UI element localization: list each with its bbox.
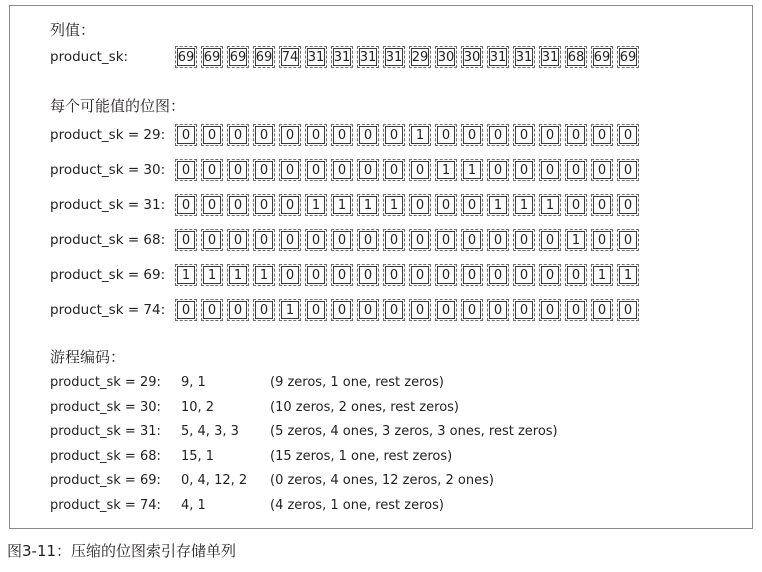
value-cell: 30 [461, 46, 483, 68]
bit-cell: 0 [175, 124, 197, 146]
bit-cell: 0 [357, 229, 379, 251]
value-cell: 69 [591, 46, 613, 68]
bit-cell: 0 [383, 229, 405, 251]
bit-cell: 0 [461, 264, 483, 286]
bit-cell: 0 [565, 264, 587, 286]
bit-cell: 0 [357, 124, 379, 146]
bit-cell: 0 [435, 229, 457, 251]
value-cell: 69 [201, 46, 223, 68]
bit-cell: 0 [279, 264, 301, 286]
bit-cell: 0 [487, 264, 509, 286]
bit-cell: 1 [617, 264, 639, 286]
bit-cell: 1 [409, 124, 431, 146]
bit-cell: 0 [591, 299, 613, 321]
value-cell: 69 [227, 46, 249, 68]
rle-description: (9 zeros, 1 one, rest zeros) [270, 375, 444, 390]
column-values-heading: 列值： [50, 21, 96, 39]
bit-cell: 0 [409, 264, 431, 286]
bit-cell: 0 [565, 299, 587, 321]
bit-cell: 0 [487, 124, 509, 146]
rle-row-label: product_sk = 31: [50, 424, 161, 439]
bit-cell: 1 [331, 194, 353, 216]
bit-cell: 0 [305, 124, 327, 146]
bit-cell: 0 [253, 299, 275, 321]
bit-cell: 1 [227, 264, 249, 286]
value-cell: 31 [539, 46, 561, 68]
bit-cell: 0 [539, 264, 561, 286]
bit-cell: 0 [201, 124, 223, 146]
bitmap-row-label: product_sk = 68: [50, 232, 166, 248]
value-cell: 68 [565, 46, 587, 68]
bit-cell: 0 [617, 159, 639, 181]
value-cell: 69 [617, 46, 639, 68]
rle-encoding: 15, 1 [181, 448, 215, 464]
bit-cell: 0 [331, 299, 353, 321]
bit-cell: 0 [513, 264, 535, 286]
bit-cell: 0 [201, 229, 223, 251]
bit-cell: 0 [617, 194, 639, 216]
value-cell: 30 [435, 46, 457, 68]
bit-cell: 0 [201, 159, 223, 181]
rle-heading: 游程编码： [50, 348, 126, 366]
bit-cell: 0 [305, 264, 327, 286]
column-values-label: product_sk: [50, 49, 129, 65]
bit-cell: 0 [617, 299, 639, 321]
bit-cell: 0 [201, 299, 223, 321]
rle-description: (10 zeros, 2 ones, rest zeros) [270, 399, 459, 415]
bit-cell: 0 [461, 299, 483, 321]
rle-row-label: product_sk = 74: [50, 497, 161, 513]
bit-cell: 0 [461, 229, 483, 251]
bit-cell: 0 [461, 124, 483, 146]
bit-cell: 0 [253, 159, 275, 181]
bitmaps-heading: 每个可能值的位图： [50, 97, 186, 115]
bit-cell: 1 [513, 194, 535, 216]
rle-description: (15 zeros, 1 one, rest zeros) [270, 448, 453, 464]
bit-cell: 0 [331, 124, 353, 146]
rle-row-label: product_sk = 68: [50, 448, 161, 464]
bit-cell: 0 [227, 159, 249, 181]
bit-cell: 0 [175, 229, 197, 251]
bit-cell: 0 [383, 124, 405, 146]
bit-cell: 0 [513, 299, 535, 321]
bitmap-row-cells [175, 159, 639, 181]
rle-encoding: 9, 1 [181, 375, 206, 390]
value-cell: 69 [175, 46, 197, 68]
bit-cell: 0 [539, 229, 561, 251]
bitmap-row-cells [175, 264, 639, 286]
bit-cell: 0 [539, 299, 561, 321]
bit-cell: 0 [357, 159, 379, 181]
value-cell: 31 [513, 46, 535, 68]
bit-cell: 0 [201, 194, 223, 216]
bitmap-row-label: product_sk = 29: [50, 127, 166, 143]
bit-cell: 1 [435, 159, 457, 181]
bit-cell: 0 [253, 229, 275, 251]
bit-cell: 1 [305, 194, 327, 216]
bit-cell: 0 [305, 159, 327, 181]
value-cell: 31 [305, 46, 327, 68]
column-values-cells [175, 46, 639, 68]
bit-cell: 0 [435, 194, 457, 216]
bitmap-row-label: product_sk = 31: [50, 197, 166, 213]
value-cell: 74 [279, 46, 301, 68]
value-cell: 31 [383, 46, 405, 68]
bit-cell: 0 [565, 194, 587, 216]
bit-cell: 0 [487, 299, 509, 321]
bit-cell: 1 [539, 194, 561, 216]
bit-cell: 0 [383, 299, 405, 321]
bit-cell: 1 [461, 159, 483, 181]
bit-cell: 0 [513, 229, 535, 251]
rle-encoding: 0, 4, 12, 2 [181, 473, 248, 488]
bitmap-row-label: product_sk = 74: [50, 302, 166, 318]
bit-cell: 1 [201, 264, 223, 286]
bitmap-row-label: product_sk = 69: [50, 267, 166, 283]
value-cell: 29 [409, 46, 431, 68]
bit-cell: 0 [305, 299, 327, 321]
value-cell: 69 [253, 46, 275, 68]
bitmap-row-cells [175, 194, 639, 216]
bit-cell: 0 [461, 194, 483, 216]
bit-cell: 0 [279, 194, 301, 216]
bit-cell: 0 [331, 264, 353, 286]
rle-description: (0 zeros, 4 ones, 12 zeros, 2 ones) [270, 473, 494, 488]
bit-cell: 1 [357, 194, 379, 216]
bit-cell: 0 [591, 159, 613, 181]
bit-cell: 0 [591, 194, 613, 216]
bit-cell: 0 [565, 124, 587, 146]
bit-cell: 0 [253, 124, 275, 146]
bit-cell: 0 [175, 194, 197, 216]
bit-cell: 0 [357, 264, 379, 286]
bit-cell: 0 [565, 159, 587, 181]
bit-cell: 0 [383, 264, 405, 286]
bit-cell: 0 [409, 159, 431, 181]
bit-cell: 0 [409, 194, 431, 216]
value-cell: 31 [331, 46, 353, 68]
bit-cell: 0 [487, 159, 509, 181]
rle-row-label: product_sk = 30: [50, 399, 161, 415]
rle-row-label: product_sk = 29: [50, 375, 161, 390]
bit-cell: 0 [617, 124, 639, 146]
bit-cell: 1 [487, 194, 509, 216]
bit-cell: 0 [331, 159, 353, 181]
bit-cell: 0 [279, 124, 301, 146]
bit-cell: 0 [227, 229, 249, 251]
bit-cell: 1 [383, 194, 405, 216]
bit-cell: 0 [435, 264, 457, 286]
rle-description: (5 zeros, 4 ones, 3 zeros, 3 ones, rest zeros) [270, 424, 558, 439]
bit-cell: 0 [357, 299, 379, 321]
bit-cell: 0 [253, 194, 275, 216]
bit-cell: 1 [591, 264, 613, 286]
rle-encoding: 5, 4, 3, 3 [181, 424, 239, 439]
bit-cell: 0 [591, 124, 613, 146]
figure-caption: 图3-11：压缩的位图索引存储单列 [7, 542, 237, 560]
bit-cell: 0 [279, 229, 301, 251]
bitmap-row-cells [175, 229, 639, 251]
bit-cell: 1 [279, 299, 301, 321]
bitmap-row-cells [175, 124, 639, 146]
value-cell: 31 [357, 46, 379, 68]
bit-cell: 0 [227, 124, 249, 146]
bit-cell: 0 [227, 299, 249, 321]
rle-row-label: product_sk = 69: [50, 473, 161, 488]
bit-cell: 0 [227, 194, 249, 216]
rle-encoding: 4, 1 [181, 497, 206, 513]
bitmap-row-label: product_sk = 30: [50, 162, 166, 178]
bit-cell: 0 [383, 159, 405, 181]
value-cell: 31 [487, 46, 509, 68]
bit-cell: 0 [175, 299, 197, 321]
bit-cell: 0 [617, 229, 639, 251]
rle-description: (4 zeros, 1 one, rest zeros) [270, 497, 444, 513]
bit-cell: 0 [539, 124, 561, 146]
bit-cell: 0 [513, 159, 535, 181]
bit-cell: 0 [435, 124, 457, 146]
bitmap-row-cells [175, 299, 639, 321]
bit-cell: 0 [435, 299, 457, 321]
bit-cell: 1 [175, 264, 197, 286]
bit-cell: 0 [175, 159, 197, 181]
bit-cell: 0 [539, 159, 561, 181]
bit-cell: 0 [591, 229, 613, 251]
bit-cell: 0 [279, 159, 301, 181]
bit-cell: 0 [513, 124, 535, 146]
bit-cell: 0 [331, 229, 353, 251]
bit-cell: 0 [305, 229, 327, 251]
bit-cell: 1 [565, 229, 587, 251]
rle-encoding: 10, 2 [181, 399, 215, 415]
bit-cell: 1 [253, 264, 275, 286]
bit-cell: 0 [487, 229, 509, 251]
bit-cell: 0 [409, 229, 431, 251]
bit-cell: 0 [409, 299, 431, 321]
